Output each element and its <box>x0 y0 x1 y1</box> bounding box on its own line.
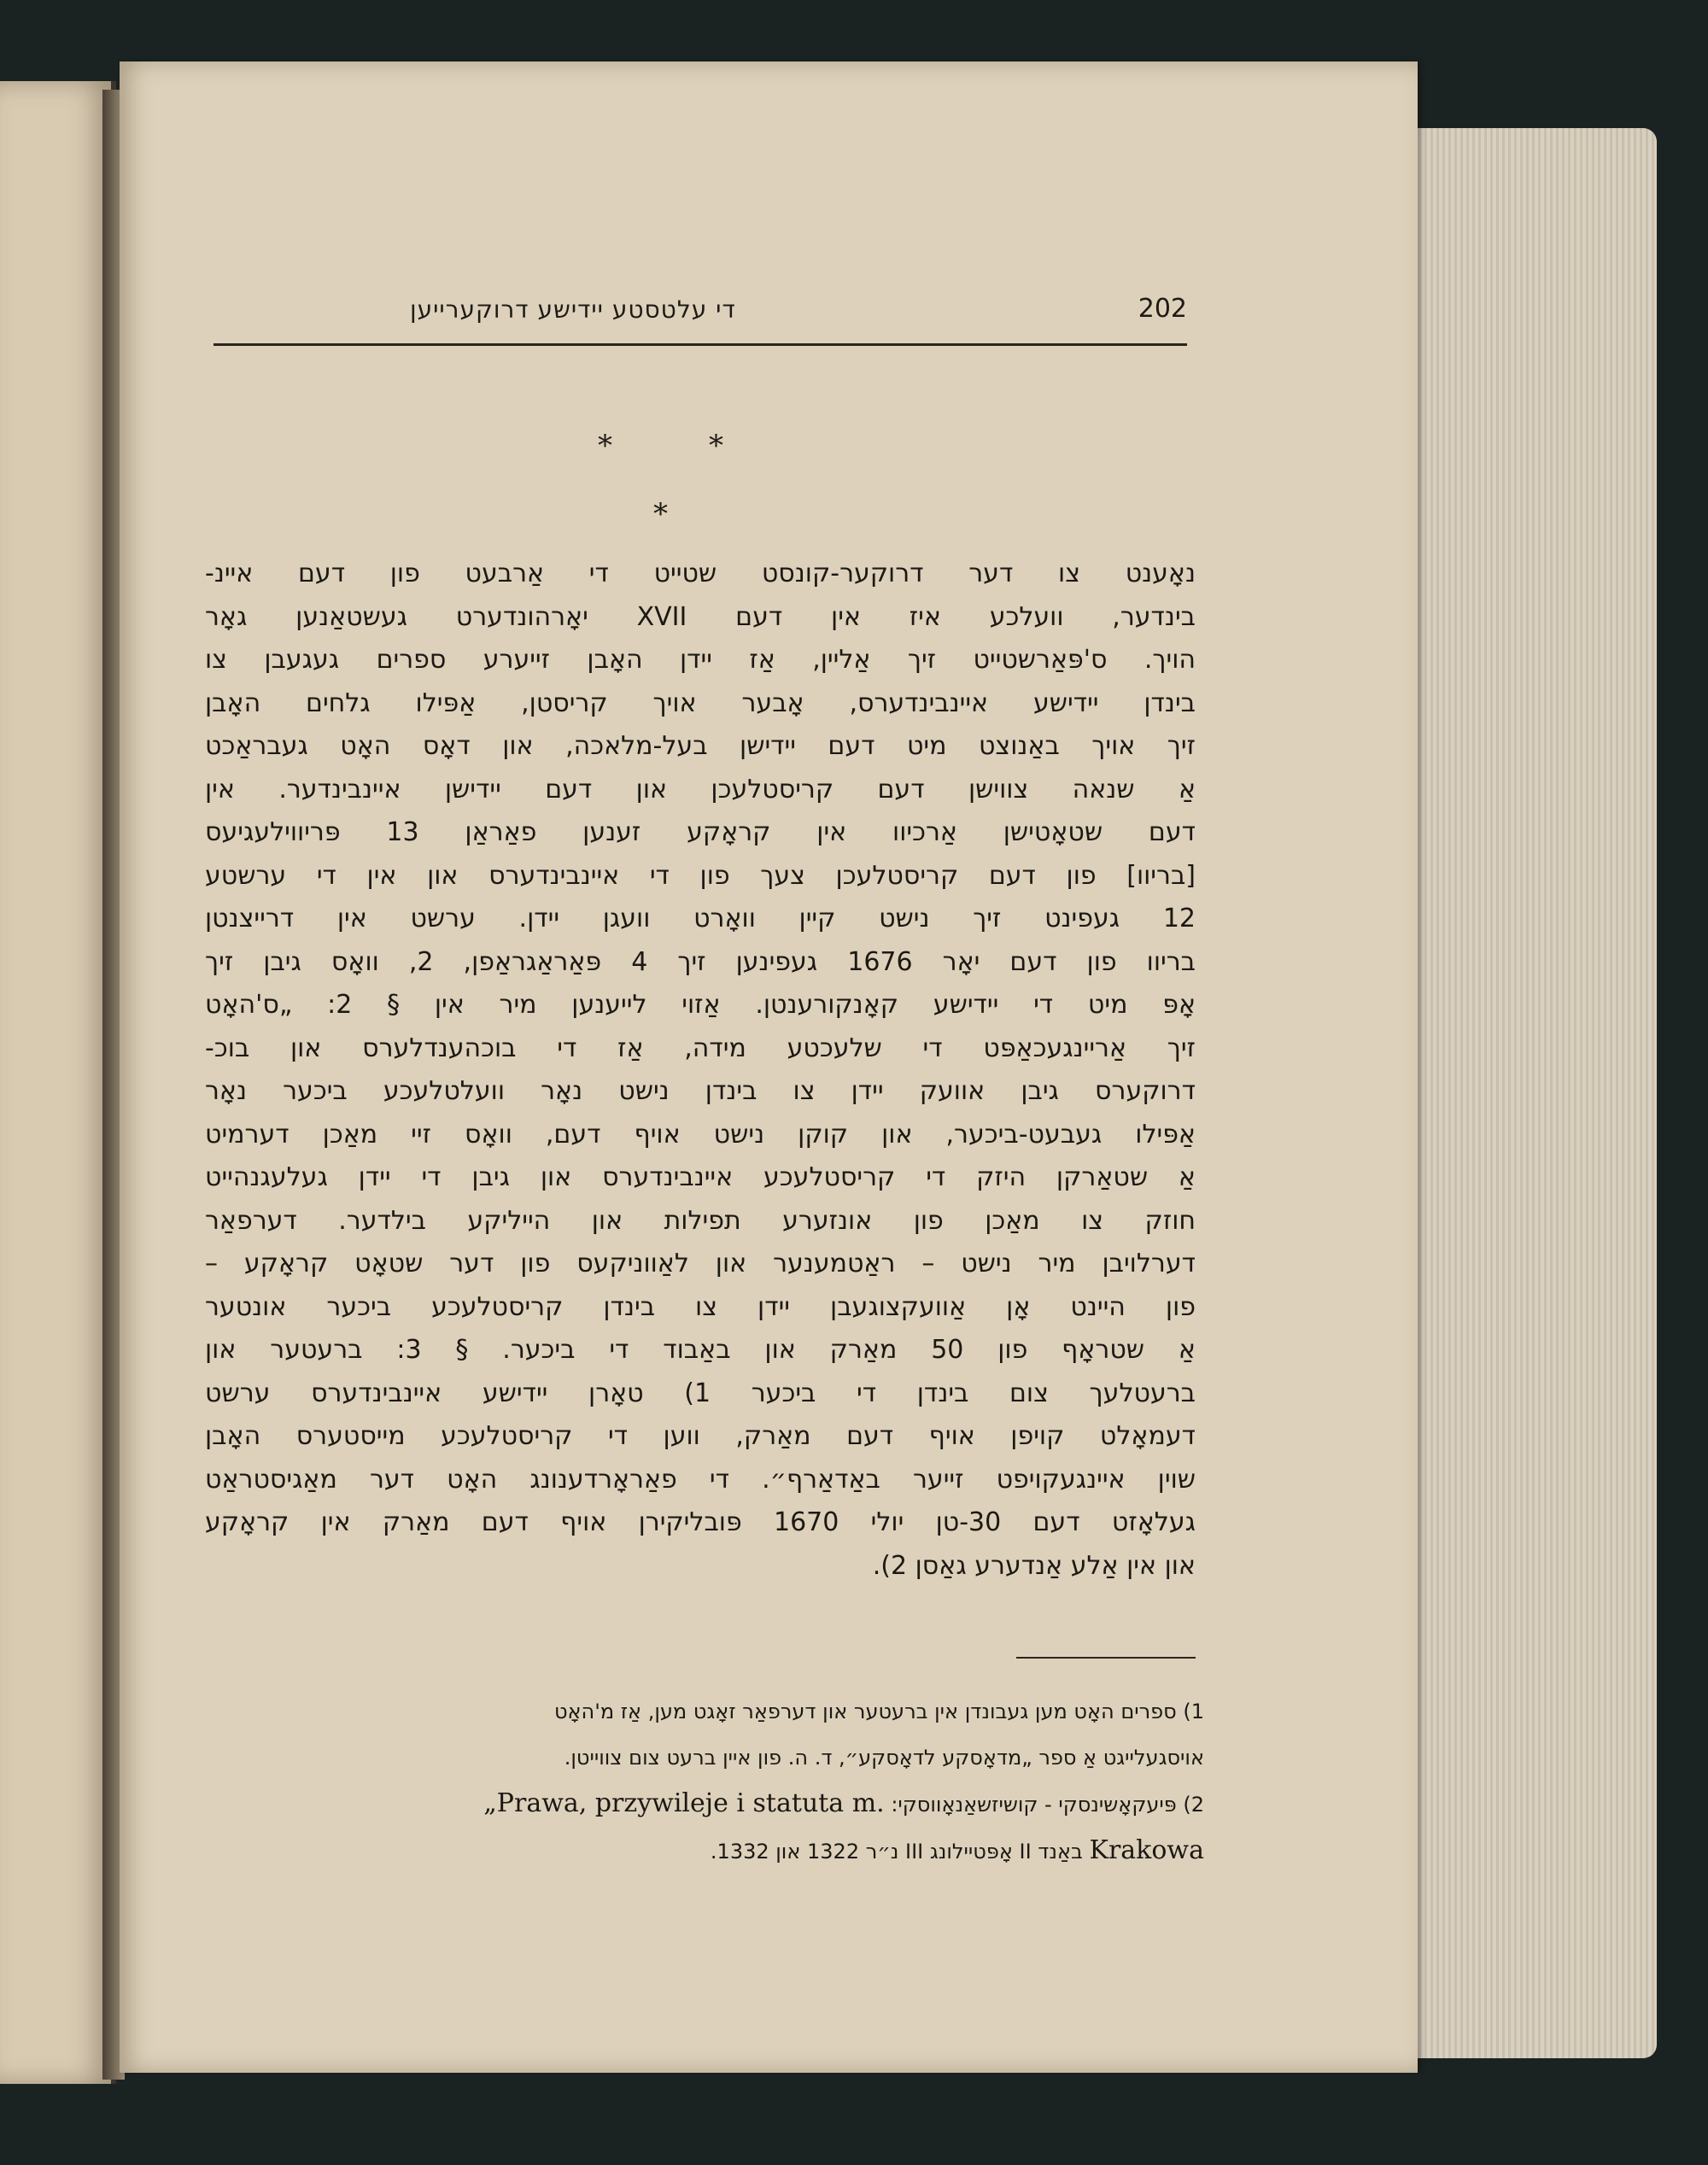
page-header <box>214 284 1187 346</box>
text-line: בינדן יידישע איינבינדערס, אָבער אויך קריסטן, אַפּילו גלחים האָבן <box>205 688 1196 718</box>
text-line: ברעטלעך צום בינדן די ביכער 1) טאָרן יידישע איינבינדערס ערשט <box>205 1378 1196 1408</box>
text-line: הויך. ס'פּאַרשטייט זיך אַליין, אַז יידן האָבן זייערע ספרים געגעבן צו <box>205 645 1196 675</box>
footnote-2-line-2 <box>214 1828 1204 1875</box>
footnote-2-lead: 2) פּיעקאָשינסקי - קושיזשאַנאָווסקי: <box>891 1793 1204 1817</box>
text-line: און אין אַלע אַנדערע גאַסן 2). <box>872 1550 1196 1581</box>
footnote-2-volume: באַנד II אָפּטיילונג III נ״ר 1322 און 1332. <box>710 1840 1083 1864</box>
text-line: דערלויבן מיר נישט – ראַטמענער און לאַווניקעס פון דער שטאָט קראָקע – <box>205 1249 1196 1279</box>
text-line: דעם שטאָטישן אַרכיוו אין קראָקע זענען פאַראַן 13 פּריווילעגיעס <box>205 817 1196 847</box>
text-line: אָפּ מיט די יידישע קאָנקורענטן. אַזוי לייענען מיר אין § 2: „ס'האָט <box>205 990 1196 1020</box>
separator-star: * <box>598 429 612 463</box>
text-line: אַפּילו געבעט-ביכער, און קוקן נישט אויף דעם, וואָס זיי מאַכן דערמיט <box>205 1119 1196 1150</box>
text-line: געלאָזט דעם 30-טן יולי 1670 פּובליקירן אויף דעם מאַרק אין קראָקע <box>205 1507 1196 1537</box>
separator-star: * <box>709 429 723 463</box>
footnote-2-latin-city: Krakowa <box>1089 1835 1204 1865</box>
footnote-2-line-1 <box>214 1781 1204 1828</box>
footnote-1-line-1: 1) ספרים האָט מען געבונדן אין ברעטער און דערפאַר זאָגט מען, אַז מ'האָט <box>553 1700 1204 1723</box>
text-line: אַ שנאה צווישן דעם קריסטלעכן און דעם יידישן איינבינדער. אין <box>205 774 1196 805</box>
section-separator <box>598 429 854 540</box>
footnote-2-latin-title: „Prawa, przywileje i statuta m. <box>483 1788 885 1818</box>
footnote-rule <box>1016 1657 1196 1659</box>
text-line: זיך אַריינגעכאַפּט די שלעכטע מידה, אַז די בוכהענדלערס און בוכ- <box>205 1033 1196 1063</box>
text-line: שוין איינגעקויפט זייער באַדאַרף״. די פאַראָרדענונג האָט דער מאַגיסטראַט <box>205 1464 1196 1495</box>
text-line: פון היינט אָן אַוועקצוגעבן יידן צו בינדן קריסטלעכע ביכער אונטער <box>205 1291 1196 1322</box>
text-line: בריוו פון דעם יאָר 1676 געפינען זיך 4 פּאַראַגראַפן, 2, וואָס גיבן זיך <box>205 946 1196 977</box>
page-edges <box>1409 128 1657 2058</box>
text-line: דעמאָלט קויפן אויף דעם מאַרק, ווען די קריסטלעכע מייסטערס האָבן <box>205 1421 1196 1451</box>
running-title: די עלטסטע יידישע דרוקערייען <box>410 295 736 324</box>
text-line: דרוקערס גיבן אוועק יידן צו בינדן נישט נאָר וועלטלעכע ביכער נאָר <box>205 1076 1196 1106</box>
text-line: אַ שטראָף פון 50 מאַרק און באַבוד די ביכער. § 3: ברעטער און <box>205 1335 1196 1365</box>
separator-star: * <box>653 497 668 531</box>
text-line: אַ שטאַרקן היזק די קריסטלעכע איינבינדערס און גיבן די יידן געלעגנהייט <box>205 1162 1196 1192</box>
page-number: 202 <box>1138 294 1187 324</box>
footnote-1-line-2: אויסגעלייגט אַ ספר „מדאָסקע לדאָסקע״, ד. ה. פון איין ברעט צום צווייטן. <box>564 1746 1204 1770</box>
text-line: בינדער, וועלכע איז אין דעם XVII יאָרהונדערט געשטאַנען גאָר <box>205 601 1196 632</box>
text-line: [בריוו] פון דעם קריסטלעכן צעך פון די איינבינדערס און אין די ערשטע <box>205 860 1196 891</box>
text-line: זיך אויך באַנוצט מיט דעם יידישן בעל-מלאכה, און דאָס האָט געבראַכט <box>205 731 1196 761</box>
text-line: 12 געפינט זיך נישט קיין וואָרט וועגן יידן. ערשט אין דרייצנטן <box>205 904 1196 933</box>
text-line: חוזק צו מאַכן פון אונזערע תפילות און הייליקע בילדער. דערפאַר <box>205 1205 1196 1236</box>
body-text <box>205 553 1196 1588</box>
left-facing-page <box>0 81 116 2084</box>
footnotes <box>214 1688 1204 1875</box>
text-line: נאָענט צו דער דרוקער-קונסט שטייט די אַרבעט פון דעם איינ- <box>205 559 1196 588</box>
book-page <box>120 61 1418 2073</box>
